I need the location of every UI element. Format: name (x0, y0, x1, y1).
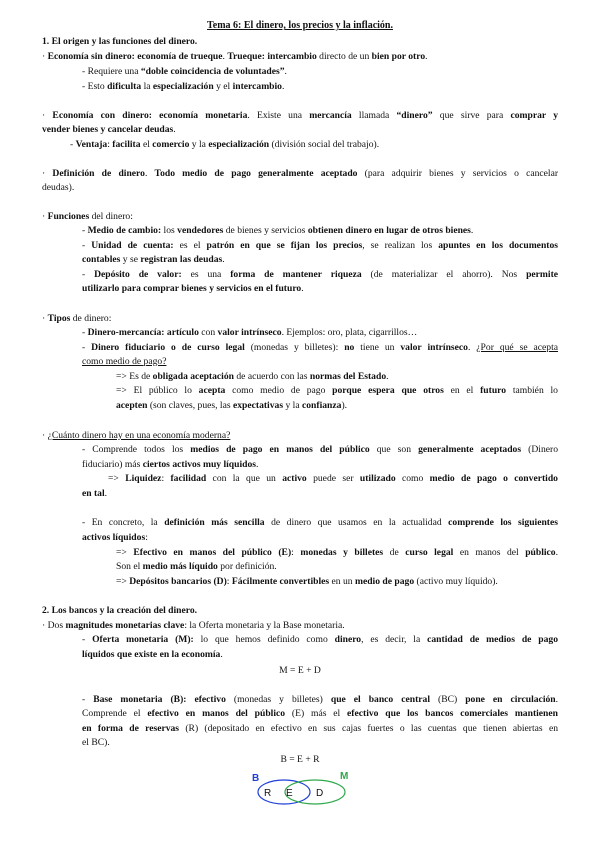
tipos-heading: · Tipos de dinero: (42, 313, 112, 324)
en-concreto-line: - En concreto, la definición más sencilla de dinero que usamos en la actualidad comprende los siguientes (82, 517, 558, 528)
depositos-line: => Depósitos bancarios (D): Fácilmente convertibles en un medio de pago (activo muy líquido). (116, 576, 498, 587)
funciones-heading: · Funciones del dinero: (42, 211, 133, 222)
base-monetaria-cont-3: el BC). (82, 737, 110, 748)
dinero-fiduciario-line: - Dinero fiduciario o de curso legal (monedas y billetes): no tiene un valor intrínseco. ¿Por qué se acepta (82, 342, 559, 353)
label-b: B (252, 773, 260, 784)
label-r: R (264, 788, 272, 799)
definicion-dinero-line: · Definición de dinero. Todo medio de pago generalmente aceptado (para adquirir bienes y servicios o cancelar (42, 168, 559, 179)
en-concreto-cont: activos líquidos: (82, 532, 148, 543)
dificulta-line: - Esto dificulta la especialización y el intercambio. (82, 81, 285, 92)
liquidez-cont: en tal. (82, 488, 108, 499)
comprende-todos-line: - Comprende todos los medios de pago en manos del público que son generalmente aceptados (Dinero (82, 444, 558, 455)
money-sets-diagram (248, 768, 358, 808)
label-m: M (340, 771, 349, 782)
oferta-monetaria-line: - Oferta monetaria (M): lo que hemos definido como dinero, es decir, la cantidad de medios de pago (82, 634, 559, 645)
definicion-dinero-cont: deudas). (42, 182, 75, 193)
medio-de-cambio-line: - Medio de cambio: los vendedores de bienes y servicios obtienen dinero en lugar de otros bienes. (82, 225, 474, 236)
label-e: E (286, 788, 293, 799)
deposito-de-valor-line: - Depósito de valor: es una forma de mantener riqueza (de materializar el ahorro). Nos permite (82, 269, 559, 280)
magnitudes-line: · Dos magnitudes monetarias clave: la Oferta monetaria y la Base monetaria. (42, 620, 345, 631)
oferta-monetaria-cont: líquidos que existe en la economía. (82, 649, 223, 660)
equation-m: M = E + D (279, 665, 321, 676)
publico-acepta-line: => El público lo acepta como medio de pago porque espera que otros en el futuro también lo (116, 385, 558, 396)
unidad-de-cuenta-cont: contables y se registran las deudas. (82, 254, 225, 265)
liquidez-line: => Liquidez: facilidad con la que un activo puede ser utilizado como medio de pago o convertido (108, 473, 558, 484)
money-set-ellipse (285, 780, 345, 804)
base-monetaria-line: - Base monetaria (B): efectivo (monedas y billetes) que el banco central (BC) pone en circulación. (82, 694, 559, 705)
efectivo-cont: Son el medio más líquido por definición. (116, 561, 277, 572)
dinero-mercancia-line: - Dinero-mercancía: artículo con valor intrínseco. Ejemplos: oro, plata, cigarrillos… (82, 327, 418, 338)
obligada-aceptacion-line: => Es de obligada aceptación de acuerdo con las normas del Estado. (116, 371, 389, 382)
equation-b: B = E + R (280, 754, 320, 765)
section-1-heading: 1. El origen y las funciones del dinero. (42, 36, 198, 47)
ventaja-line: - Ventaja: facilita el comercio y la especialización (división social del trabajo). (70, 139, 380, 150)
document-title: Tema 6: El dinero, los precios y la inflación. (207, 20, 393, 31)
dinero-fiduciario-cont: como medio de pago? (82, 356, 167, 367)
efectivo-line: => Efectivo en manos del público (E): monedas y billetes de curso legal en manos del público. (116, 547, 558, 558)
publico-acepta-cont: acepten (son claves, pues, las expectativas y la confianza). (116, 400, 348, 411)
unidad-de-cuenta-line: - Unidad de cuenta: es el patrón en que se fijan los precios, se realizan los apuntes en los documentos (82, 240, 559, 251)
doble-coincidencia-line: - Requiere una “doble coincidencia de voluntades”. (82, 66, 287, 77)
cuanto-dinero-heading: · ¿Cuánto dinero hay en una economía moderna? (42, 430, 231, 441)
comprende-todos-cont: fiduciario) más ciertos activos muy líquidos. (82, 459, 259, 470)
base-monetaria-cont-2: en forma de reservas (R) (depositado en efectivo en sus cajas fuertes o las cuentas que tienen abiertas en (82, 723, 559, 734)
economia-sin-dinero-line: · Economía sin dinero: economía de trueque. Trueque: intercambio directo de un bien por otro. (42, 51, 428, 62)
base-monetaria-cont-1: Comprende el efectivo en manos del público (E) más el efectivo que los bancos comerciales mantienen (82, 708, 558, 719)
deposito-de-valor-cont: utilizarlo para comprar bienes y servicios en el futuro. (82, 283, 304, 294)
section-2-heading: 2. Los bancos y la creación del dinero. (42, 605, 198, 616)
economia-con-dinero-line: · Economía con dinero: economía monetaria. Existe una mercancía llamada “dinero” que sirve para comprar y (42, 110, 558, 121)
economia-con-dinero-cont: vender bienes y cancelar deudas. (42, 124, 176, 135)
label-d: D (316, 788, 324, 799)
